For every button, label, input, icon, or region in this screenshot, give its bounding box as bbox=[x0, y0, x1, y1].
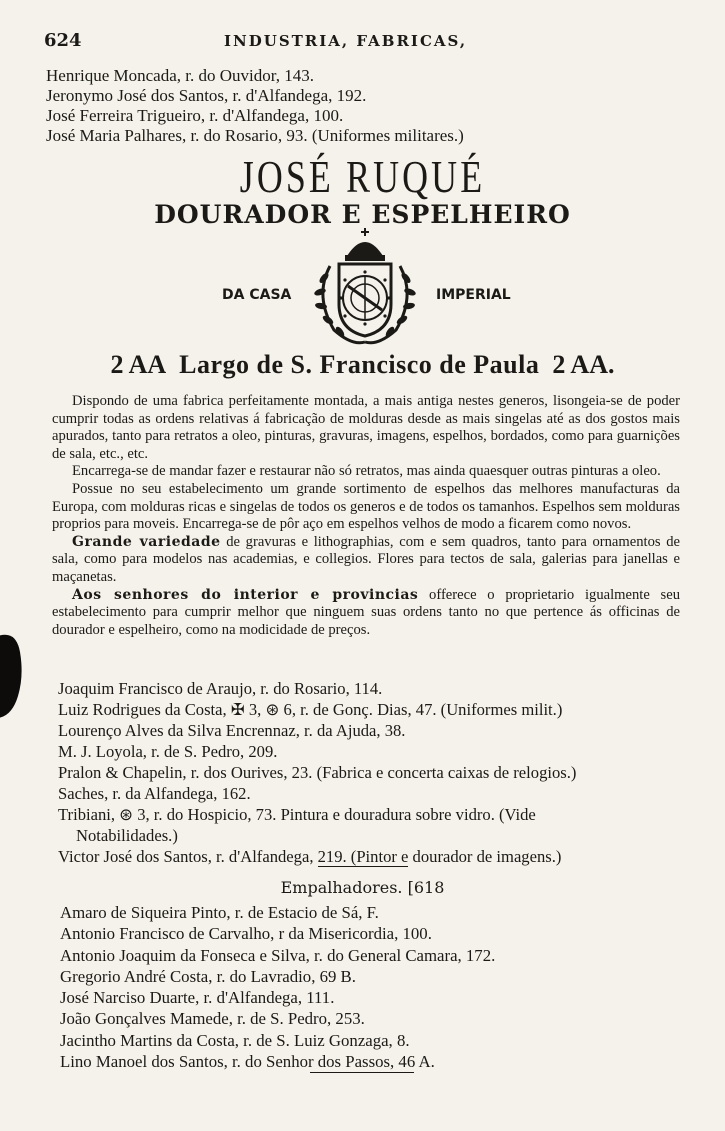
list-item: Luiz Rodrigues da Costa, ✠ 3, ⊛ 6, r. de Gonç. Dias, 47. (Uniformes milit.) bbox=[58, 700, 563, 719]
list-item: Amaro de Siqueira Pinto, r. de Estacio de Sá, F. bbox=[60, 903, 379, 922]
end-divider bbox=[310, 1072, 414, 1073]
ad-title: JOSÉ RUQUÉ bbox=[239, 151, 486, 202]
ad-paragraph: Possue no seu estabelecimento um grande sortimento de espelhos das melhores manufacturas da Europa, com molduras ricas e singelas de todos os generos e de todos os tamanhos. Espelhos sem molduras proprios para moveis. Encarrega-se de pôr aço em espelhos velhos de modo a ficarem como novos. bbox=[52, 480, 680, 533]
list-item: Saches, r. da Alfandega, 162. bbox=[58, 784, 251, 803]
list-item-continuation: Notabilidades.) bbox=[76, 826, 178, 845]
list-item: José Narciso Duarte, r. d'Alfandega, 111. bbox=[60, 988, 335, 1008]
list-item: Tribiani, ⊛ 3, r. do Hospicio, 73. Pintura e douradura sobre vidro. (Vide bbox=[58, 805, 536, 824]
entry-list-middle bbox=[58, 678, 698, 867]
list-item: Gregorio André Costa, r. do Lavradio, 69 B. bbox=[60, 966, 356, 986]
page-number: 624 bbox=[44, 30, 82, 51]
label-da-casa: DA CASA bbox=[222, 287, 292, 303]
imperial-crest-icon bbox=[312, 226, 418, 350]
crown-shape bbox=[347, 242, 383, 256]
list-item: José Maria Palhares, r. do Rosario, 93. (Uniformes militares.) bbox=[46, 126, 464, 145]
list-item: Lino Manoel dos Santos, r. do Senhor dos Passos, 46 A. bbox=[60, 1052, 435, 1072]
paragraph-text: offerece o proprietario igualmente seu estabelecimento para cumprir melhor que ninguem suas ordens tanto no que pertence ás officinas de dourador e espelheiro, como na modicidade de preços. bbox=[52, 586, 680, 638]
ink-blot-icon bbox=[0, 630, 24, 720]
label-imperial: IMPERIAL bbox=[436, 287, 511, 303]
list-item: Antonio Joaquim da Fonseca e Silva, r. do General Camara, 172. bbox=[60, 945, 496, 965]
ad-paragraph: Dispondo de uma fabrica perfeitamente montada, a mais antiga nestes generos, lisongeia-se de poder cumprir todas as ordens relativas á fabricação de molduras desde as mais singelas até as dos gostos mais apurados, tanto para retratos a oleo, pinturas, gravuras, imagens, espelhos, bordados, como para guarnições de sala, etc., etc. bbox=[52, 393, 680, 462]
paragraph-lead: Grande variedade bbox=[72, 533, 221, 550]
ad-address bbox=[0, 350, 725, 380]
address-trail: 2 AA. bbox=[552, 350, 615, 379]
list-item: Jacintho Martins da Costa, r. de S. Luiz Gonzaga, 8. bbox=[60, 1030, 410, 1050]
list-item: Henrique Moncada, r. do Ouvidor, 143. bbox=[46, 66, 314, 85]
ad-body bbox=[52, 393, 680, 639]
list-item: Joaquim Francisco de Araujo, r. do Rosario, 114. bbox=[58, 679, 383, 698]
section-divider bbox=[318, 866, 408, 867]
list-item: Pralon & Chapelin, r. dos Ourives, 23. (Fabrica e concerta caixas de relogios.) bbox=[58, 763, 577, 782]
list-item: Victor José dos Santos, r. d'Alfandega, 219. (Pintor e dourador de imagens.) bbox=[58, 847, 562, 866]
list-item: Lourenço Alves da Silva Encrennaz, r. da Ajuda, 38. bbox=[58, 721, 406, 740]
address-street: Largo de S. Francisco de Paula bbox=[179, 350, 540, 379]
address-lead: 2 AA bbox=[110, 350, 167, 379]
list-item: M. J. Loyola, r. de S. Pedro, 209. bbox=[58, 742, 278, 761]
paragraph-text: de gravuras e lithographias, com e sem quadros, tanto para ornamentos de sala, como para modelos nas academias, e collegios. Flores para tectos de sala, galerias para janellas e maçanetas. bbox=[52, 533, 680, 585]
list-item: João Gonçalves Mamede, r. de S. Pedro, 253. bbox=[60, 1009, 365, 1029]
list-item: Jeronymo José dos Santos, r. d'Alfandega, 192. bbox=[46, 86, 367, 105]
ad-paragraph-variedade bbox=[52, 534, 680, 587]
ad-subtitle: DOURADOR E ESPELHEIRO bbox=[154, 200, 571, 229]
crown-band bbox=[345, 255, 385, 261]
list-item: Antonio Francisco de Carvalho, r da Misericordia, 100. bbox=[60, 924, 432, 944]
entry-list-bottom bbox=[60, 902, 700, 1072]
crest-graphic bbox=[312, 226, 418, 350]
ad-paragraph-interior bbox=[52, 587, 680, 640]
running-head: INDUSTRIA, FABRICAS, bbox=[224, 32, 468, 50]
list-item: José Ferreira Trigueiro, r. d'Alfandega, 100. bbox=[46, 106, 344, 125]
page-header bbox=[44, 30, 684, 52]
ad-paragraph: Encarrega-se de mandar fazer e restaurar não só retratos, mas ainda quaesquer outras pinturas a oleo. bbox=[72, 463, 661, 480]
entry-list-top bbox=[46, 66, 464, 146]
paragraph-lead: Aos senhores do interior e provincias bbox=[72, 586, 419, 603]
section-title: Empalhadores. [618 bbox=[280, 878, 445, 897]
